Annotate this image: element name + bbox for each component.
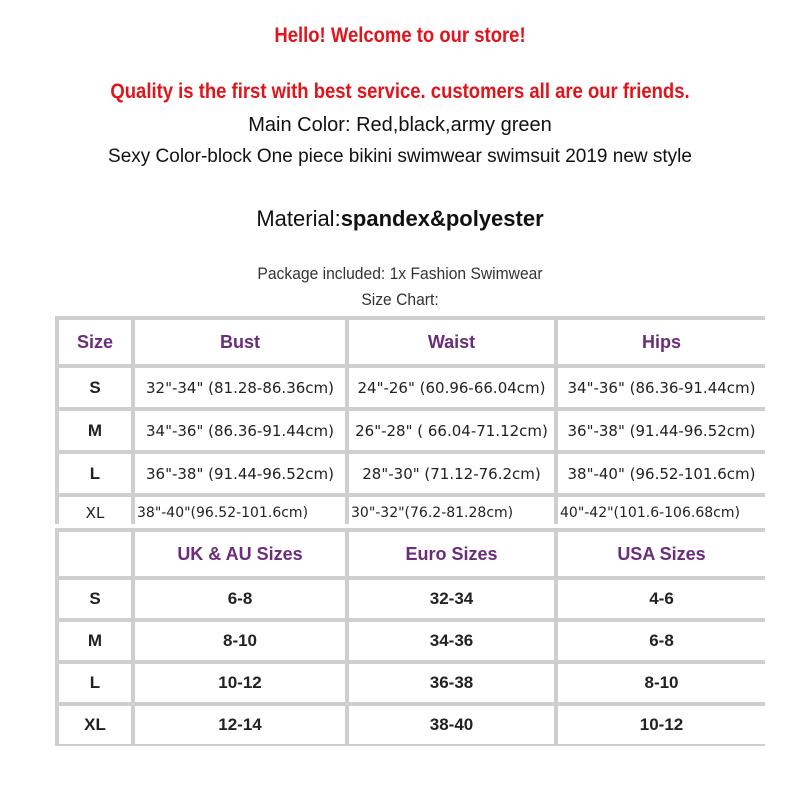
- euro-l: 36-38: [349, 664, 554, 702]
- size-chart-label: Size Chart:: [361, 290, 439, 309]
- row-label-m: M: [59, 411, 131, 450]
- product-title: Sexy Color-block One piece bikini swimwear swimsuit 2019 new style: [108, 146, 692, 167]
- waist-l: 28"-30" (71.12-76.2cm): [349, 454, 554, 493]
- hips-l: 38"-40" (96.52-101.6cm): [558, 454, 765, 493]
- header-euro: Euro Sizes: [349, 532, 554, 576]
- material-value: spandex&polyester: [340, 206, 544, 231]
- header-hips: Hips: [558, 320, 765, 364]
- bust-xl: 38"-40"(96.52-101.6cm): [135, 497, 345, 528]
- conv-row-label-s: S: [59, 580, 131, 618]
- waist-m: 26"-28" ( 66.04-71.12cm): [349, 411, 554, 450]
- bust-m: 34"-36" (86.36-91.44cm): [135, 411, 345, 450]
- uk-m: 8-10: [135, 622, 345, 660]
- conv-row-label-xl: XL: [59, 706, 131, 744]
- usa-l: 8-10: [558, 664, 765, 702]
- header-waist: Waist: [349, 320, 554, 364]
- header-bust: Bust: [135, 320, 345, 364]
- header-uk-au: UK & AU Sizes: [135, 532, 345, 576]
- usa-m: 6-8: [558, 622, 765, 660]
- header-usa: USA Sizes: [558, 532, 765, 576]
- uk-l: 10-12: [135, 664, 345, 702]
- header-blank: [59, 532, 131, 576]
- hips-s: 34"-36" (86.36-91.44cm): [558, 368, 765, 407]
- bust-s: 32"-34" (81.28-86.36cm): [135, 368, 345, 407]
- waist-s: 24"-26" (60.96-66.04cm): [349, 368, 554, 407]
- conv-row-label-m: M: [59, 622, 131, 660]
- size-conversion-table: [55, 528, 765, 746]
- conv-row-label-l: L: [59, 664, 131, 702]
- euro-m: 34-36: [349, 622, 554, 660]
- row-label-s: S: [59, 368, 131, 407]
- measurement-table: [55, 316, 765, 524]
- euro-xl: 38-40: [349, 706, 554, 744]
- header-size: Size: [59, 320, 131, 364]
- main-color-text: Main Color: Red,black,army green: [248, 114, 552, 136]
- row-label-xl: XL: [59, 497, 131, 528]
- hips-m: 36"-38" (91.44-96.52cm): [558, 411, 765, 450]
- usa-s: 4-6: [558, 580, 765, 618]
- package-text: Package included: 1x Fashion Swimwear: [257, 264, 543, 283]
- usa-xl: 10-12: [558, 706, 765, 744]
- waist-xl: 30"-32"(76.2-81.28cm): [349, 497, 554, 528]
- uk-s: 6-8: [135, 580, 345, 618]
- material-label: Material:: [256, 206, 341, 231]
- material-line: [0, 206, 800, 232]
- row-label-l: L: [59, 454, 131, 493]
- bust-l: 36"-38" (91.44-96.52cm): [135, 454, 345, 493]
- welcome-heading: Hello! Welcome to our store!: [274, 24, 526, 47]
- hips-xl: 40"-42"(101.6-106.68cm): [558, 497, 765, 528]
- uk-xl: 12-14: [135, 706, 345, 744]
- quality-slogan: Quality is the first with best service. customers all are our friends.: [110, 80, 690, 103]
- euro-s: 32-34: [349, 580, 554, 618]
